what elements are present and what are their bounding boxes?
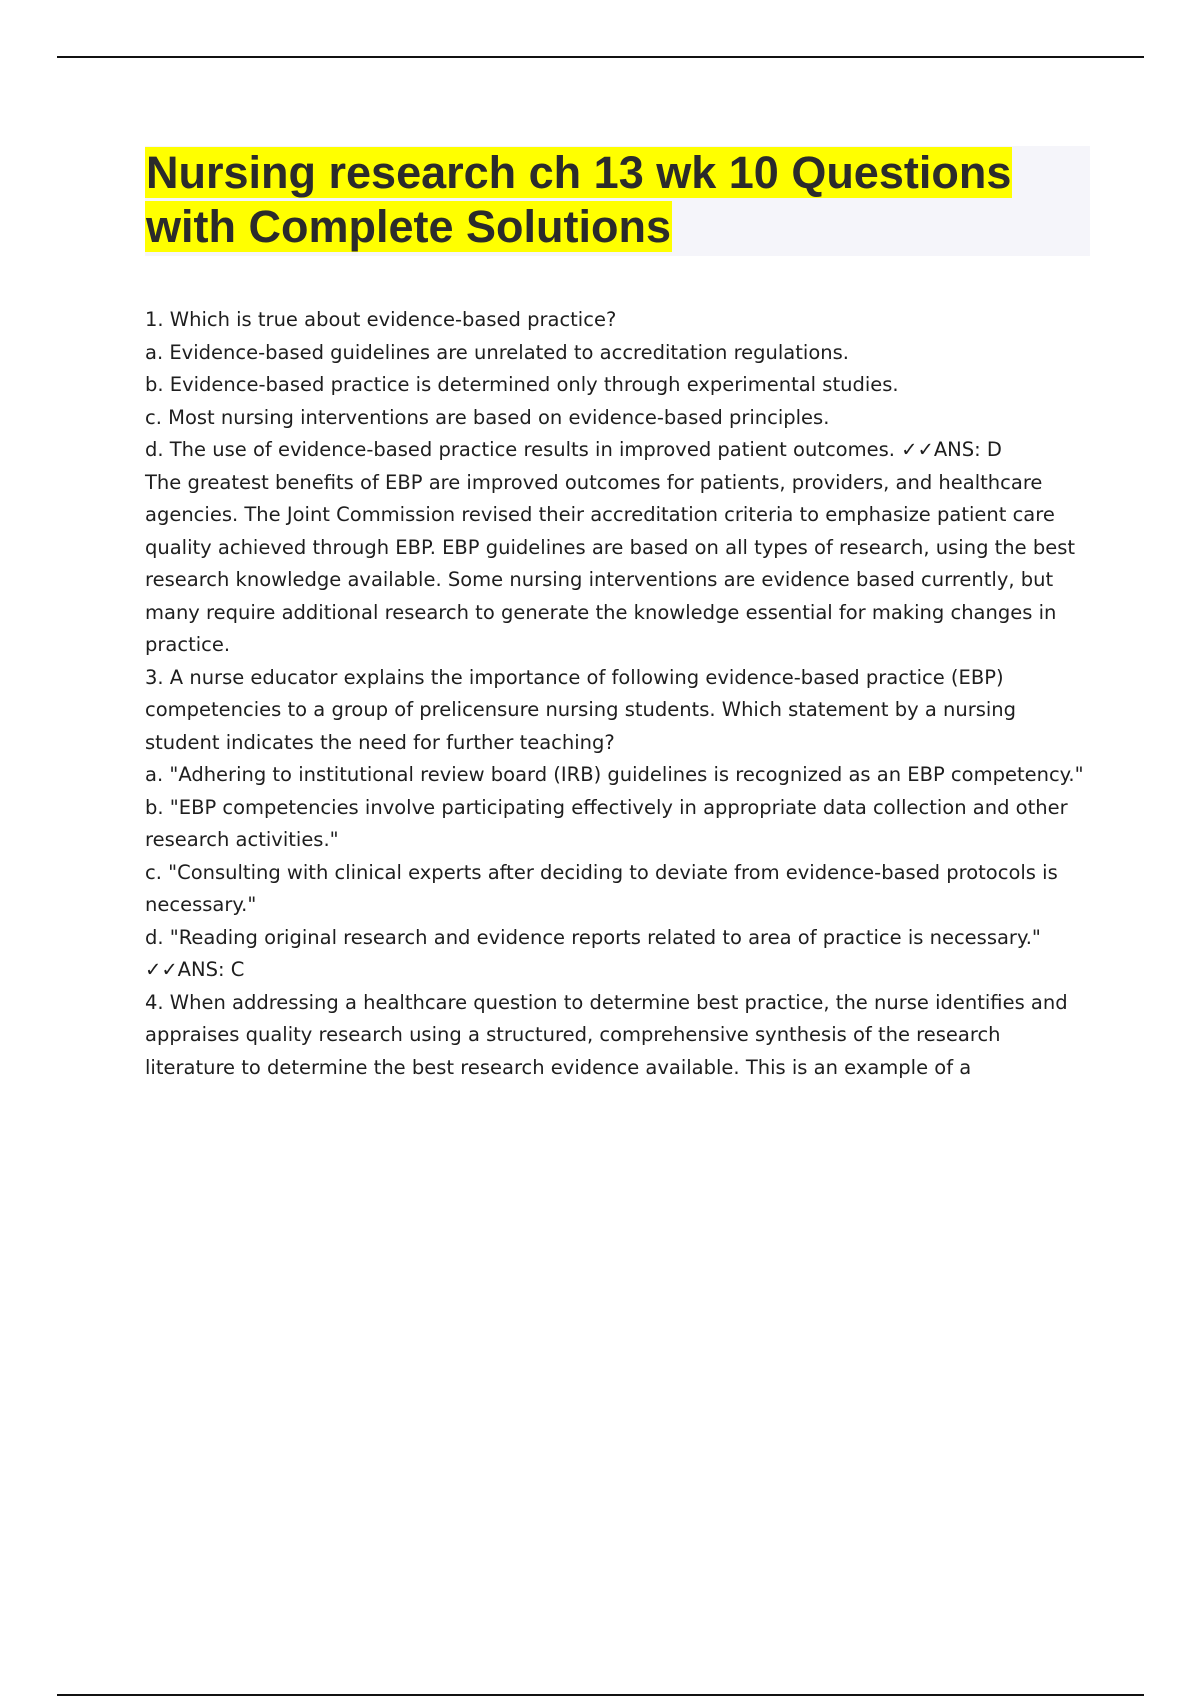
question-1-explanation: The greatest benefits of EBP are improved outcomes for patients, providers, and healthcare agencies. The Joint Commission revised their accreditation criteria to emphasize patient care quality achieved through EBP. EBP guidelines are based on all types of research, using the best research knowledge available. Some nursing interventions are evidence based currently, but many require additional research to generate the knowledge essential for making changes in practice. (145, 470, 1076, 656)
bottom-rule (57, 1694, 1144, 1696)
document-title (145, 146, 1090, 254)
question-1-option-c: c. Most nursing interventions are based on evidence-based principles. (145, 405, 830, 429)
title-block (145, 146, 1090, 256)
question-1-option-b: b. Evidence-based practice is determined only through experimental studies. (145, 373, 899, 396)
question-3-option-d: d. "Reading original research and evidence reports related to area of practice is necessary." ✓✓ANS: C (145, 925, 1041, 981)
question-1-option-d: d. The use of evidence-based practice results in improved patient outcomes. ✓✓ANS: D (145, 438, 1002, 461)
question-1-option-a: a. Evidence-based guidelines are unrelated to accreditation regulations. (145, 340, 849, 364)
question-3-stem: 3. A nurse educator explains the importance of following evidence-based practice (EBP) competencies to a group of prelicensure nursing students. Which statement by a nursing student indicates the need for further teaching? (145, 665, 1017, 754)
question-1-stem: 1. Which is true about evidence-based practice? (145, 308, 617, 331)
question-4-stem: 4. When addressing a healthcare question to determine best practice, the nurse identifies and appraises quality research using a structured, comprehensive synthesis of the research literature to determine the best research evidence available. This is an example of a (145, 990, 1068, 1079)
question-3-option-a: a. "Adhering to institutional review board (IRB) guidelines is recognized as an EBP competency." (145, 763, 1084, 786)
question-3-option-c: c. "Consulting with clinical experts after deciding to deviate from evidence-based protocols is necessary." (145, 860, 1058, 916)
question-3-option-b: b. "EBP competencies involve participating effectively in appropriate data collection and other research activities." (145, 795, 1068, 851)
title-highlight: Nursing research ch 13 wk 10 Questions with Complete Solutions (146, 147, 1012, 252)
top-rule (57, 56, 1144, 58)
document-body (145, 304, 1095, 1084)
